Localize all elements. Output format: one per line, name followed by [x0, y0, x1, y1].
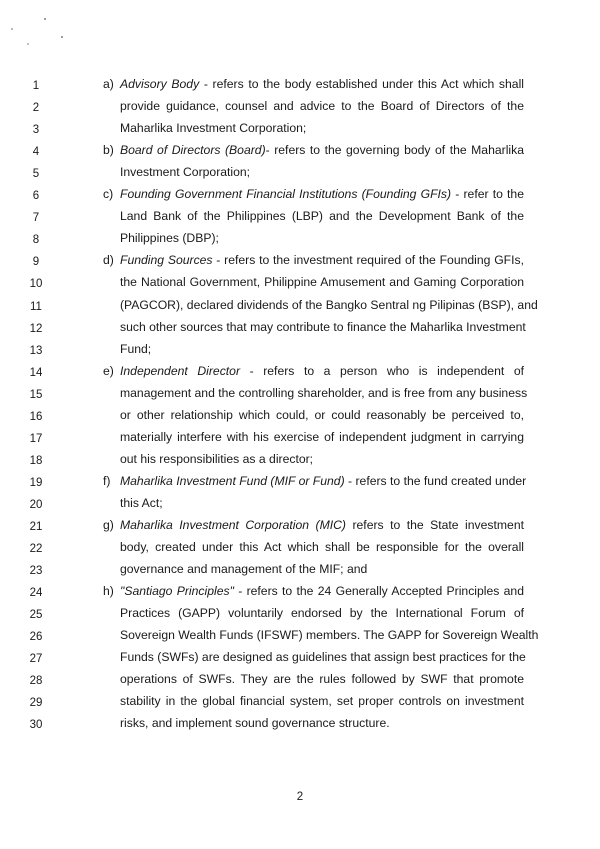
definition-line: [120, 142, 524, 158]
defined-term: Independent Director: [120, 363, 241, 378]
definition-line: stability in the global financial system, set proper controls on investment: [120, 694, 524, 709]
definition-line: Practices (GAPP) voluntarily endorsed by the International Forum of: [120, 606, 524, 621]
definition-text: - refers to the investment required of the Founding GFIs,: [212, 253, 524, 268]
definition-line: [120, 186, 524, 202]
definition-line: Fund;: [120, 341, 152, 356]
definition-label: a): [103, 77, 114, 91]
defined-term: Founding Government Financial Institutions (Founding GFIs): [120, 187, 452, 202]
definition-line: (PAGCOR), declared dividends of the Bangko Sentral ng Pilipinas (BSP), and: [120, 297, 538, 312]
definition-line: governance and management of the MIF; and: [120, 562, 368, 577]
definition-line: the National Government, Philippine Amusement and Gaming Corporation: [120, 275, 524, 290]
page-number: 2: [296, 791, 304, 803]
line-number: 8: [32, 234, 40, 247]
line-number: 17: [29, 432, 43, 445]
definition-line: this Act;: [120, 495, 163, 510]
defined-term: Maharlika Investment Fund (MIF or Fund): [120, 473, 345, 488]
definition-line: Investment Corporation;: [120, 165, 251, 180]
definition-line: risks, and implement sound governance structure.: [120, 716, 390, 731]
line-number: 16: [29, 410, 43, 423]
line-number: 5: [32, 168, 40, 181]
definition-label: h): [103, 584, 114, 599]
line-number: 23: [29, 565, 43, 578]
definition-text: refers to the State investment: [346, 518, 524, 532]
definition-line: [120, 473, 527, 489]
definition-line: Philippines (DBP);: [120, 231, 219, 246]
line-number: 24: [29, 587, 43, 600]
line-number: 19: [29, 476, 43, 489]
line-number: 18: [29, 454, 43, 467]
line-number: 14: [29, 366, 43, 379]
definition-line: management and the controlling shareholder, and is free from any business: [120, 385, 528, 400]
line-number: 28: [29, 675, 43, 688]
line-number: 12: [29, 322, 43, 335]
definition-label: g): [103, 518, 114, 532]
definition-text: - refers to a person who is independent of: [240, 363, 524, 378]
line-number: 21: [29, 521, 43, 533]
definition-line: [120, 363, 524, 379]
line-number: 1: [32, 80, 40, 92]
defined-term: Board of Directors (Board): [120, 143, 266, 158]
line-number: 27: [29, 653, 43, 666]
line-number: 29: [29, 697, 43, 710]
line-number: 3: [32, 124, 40, 137]
definition-line: body, created under this Act which shall be responsible for the overall: [120, 540, 524, 555]
definition-line: Maharlika Investment Corporation;: [120, 121, 307, 136]
defined-term: "Santiago Principles": [120, 584, 234, 599]
defined-term: Funding Sources: [120, 253, 213, 268]
line-number: 6: [32, 190, 40, 203]
line-number: 11: [30, 300, 42, 313]
line-number: 9: [32, 256, 40, 269]
definition-line: or other relationship which could, or could reasonably be perceived to,: [120, 407, 524, 422]
line-number: 13: [29, 344, 43, 357]
line-number: 10: [29, 278, 43, 291]
line-number: 15: [29, 388, 43, 401]
line-number: 7: [32, 212, 40, 225]
definition-text: - refer to the: [451, 187, 524, 202]
line-number: 22: [29, 543, 43, 556]
definition-line: out his responsibilities as a director;: [120, 451, 314, 466]
definition-label: d): [103, 253, 114, 268]
definition-label: e): [103, 363, 114, 378]
definition-line: operations of SWFs. They are the rules followed by SWF that promote: [120, 672, 524, 687]
definition-line: provide guidance, counsel and advice to the Board of Directors of the: [120, 99, 524, 114]
definition-line: such other sources that may contribute to finance the Maharlika Investment: [120, 319, 526, 334]
definition-text: - refers to the governing body of the Maharlika: [265, 143, 524, 158]
definition-text: - refers to the 24 Generally Accepted Principles and: [233, 584, 524, 599]
definition-line: Funds (SWFs) are designed as guidelines that assign best practices for the: [120, 650, 526, 665]
definition-line: [120, 76, 524, 92]
definition-text: - refers to the body established under this Act which shall: [199, 77, 524, 91]
line-number: 25: [29, 609, 43, 622]
definition-label: b): [103, 143, 114, 158]
definition-label: f): [103, 473, 111, 488]
definition-line: [120, 583, 524, 599]
definition-line: [120, 252, 524, 268]
definition-line: [120, 517, 524, 533]
definition-line: Land Bank of the Philippines (LBP) and the Development Bank of the: [120, 209, 524, 224]
line-number: 2: [32, 102, 40, 115]
line-number: 20: [29, 498, 43, 511]
defined-term: Advisory Body: [120, 77, 200, 91]
definition-line: materially interfere with his exercise of independent judgment in carrying: [120, 429, 524, 444]
defined-term: Maharlika Investment Corporation (MIC): [120, 518, 346, 532]
line-number: 30: [29, 719, 43, 732]
definition-text: - refers to the fund created under: [344, 473, 527, 488]
definition-line: Sovereign Wealth Funds (IFSWF) members. The GAPP for Sovereign Wealth: [120, 628, 539, 643]
line-number: 4: [32, 146, 40, 159]
line-number: 26: [29, 631, 43, 644]
definition-label: c): [103, 187, 114, 202]
